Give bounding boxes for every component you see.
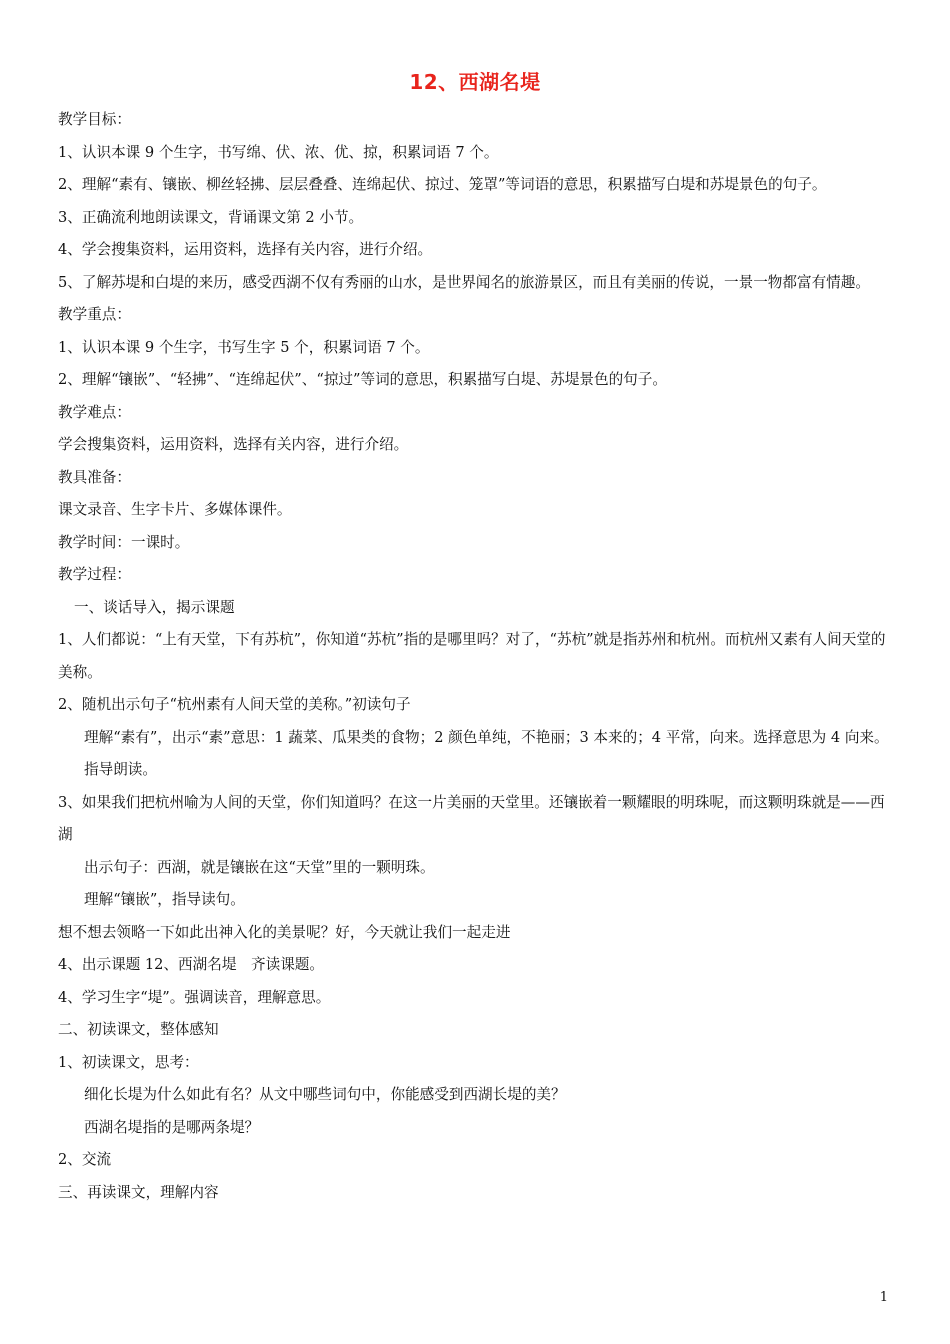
page-number: 1 bbox=[879, 1290, 888, 1305]
paragraph-line: 教学时间：一课时。 bbox=[58, 533, 190, 551]
paragraph-line: 3、如果我们把杭州喻为人间的天堂，你们知道吗？在这一片美丽的天堂里。还镶嵌着一颗耀眼的明珠呢，而这颗明珠就是——西湖 bbox=[58, 793, 885, 843]
paragraph-line: 三、再读课文，理解内容 bbox=[58, 1183, 219, 1201]
paragraph-line: 2、理解“素有、镶嵌、柳丝轻拂、层层叠叠、连绵起伏、掠过、笼罩”等词语的意思，积累描写白堤和苏堤景色的句子。 bbox=[58, 176, 827, 193]
paragraph-line: 2、交流 bbox=[58, 1151, 112, 1168]
paragraph-line: 理解“素有”，出示“素”意思：1 蔬菜、瓜果类的食物；2 颜色单纯，不艳丽；3 本来的；4 平常，向来。选择意思为 4 向来。 bbox=[84, 728, 889, 746]
paragraph-line: 课文录音、生字卡片、多媒体课件。 bbox=[58, 501, 292, 518]
paragraph-line: 指导朗读。 bbox=[84, 761, 157, 778]
paragraph-line: 教学过程： bbox=[58, 566, 131, 583]
paragraph-line: 4、学习生字“堤”。强调读音，理解意思。 bbox=[58, 988, 331, 1006]
paragraph-line: 5、了解苏堤和白堤的来历，感受西湖不仅有秀丽的山水，是世界闻名的旅游景区，而且有美丽的传说，一景一物都富有情趣。 bbox=[58, 273, 870, 291]
paragraph-line: 想不想去领略一下如此出神入化的美景呢？好，今天就让我们一起走进 bbox=[58, 923, 511, 941]
paragraph-line: 1、人们都说：“上有天堂，下有苏杭”，你知道“苏杭”指的是哪里吗？对了，“苏杭”就是指苏州和杭州。而杭州又素有人间天堂的美称。 bbox=[58, 631, 886, 681]
paragraph-line: 2、理解“镶嵌”、“轻拂”、“连绵起伏”、“掠过”等词的意思，积累描写白堤、苏堤景色的句子。 bbox=[58, 371, 667, 388]
paragraph-line: 西湖名堤指的是哪两条堤？ bbox=[84, 1118, 260, 1136]
paragraph-line: 一、谈话导入，揭示课题 bbox=[74, 598, 235, 616]
paragraph-line: 4、学会搜集资料，运用资料，选择有关内容，进行介绍。 bbox=[58, 241, 433, 258]
paragraph-line: 3、正确流利地朗读课文，背诵课文第 2 小节。 bbox=[58, 208, 364, 226]
paragraph-line: 教具准备： bbox=[58, 468, 131, 486]
paragraph-line: 学会搜集资料，运用资料，选择有关内容，进行介绍。 bbox=[58, 436, 409, 453]
document-title: 12、西湖名堤 bbox=[409, 70, 541, 94]
paragraph-line: 教学重点： bbox=[58, 306, 131, 323]
paragraph-line: 出示句子：西湖，就是镶嵌在这“天堂”里的一颗明珠。 bbox=[84, 858, 435, 876]
paragraph-line: 1、认识本课 9 个生字，书写绵、伏、浓、优、掠，积累词语 7 个。 bbox=[58, 143, 499, 161]
paragraph-line: 4、出示课题 12、西湖名堤 齐读课题。 bbox=[58, 956, 324, 973]
paragraph-line: 教学难点： bbox=[58, 403, 131, 421]
paragraph-line: 二、初读课文，整体感知 bbox=[58, 1021, 219, 1038]
paragraph-line: 1、初读课文，思考： bbox=[58, 1053, 199, 1071]
paragraph-line: 2、随机出示句子“杭州素有人间天堂的美称。”初读句子 bbox=[58, 696, 411, 713]
paragraph-line: 理解“镶嵌”，指导读句。 bbox=[84, 891, 245, 908]
paragraph-line: 细化长堤为什么如此有名？从文中哪些词句中，你能感受到西湖长堤的美？ bbox=[84, 1086, 566, 1103]
paragraph-line: 1、认识本课 9 个生字，书写生字 5 个，积累词语 7 个。 bbox=[58, 338, 430, 356]
paragraph-line: 教学目标： bbox=[58, 111, 131, 128]
document-body bbox=[58, 104, 896, 1209]
